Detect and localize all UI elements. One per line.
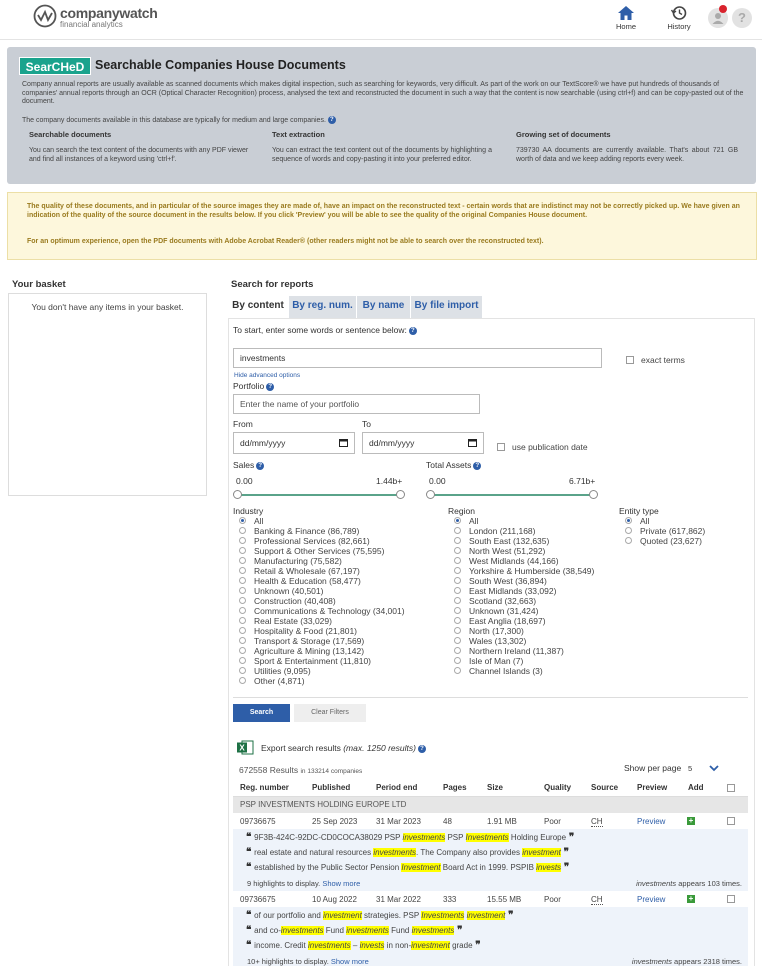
industry-option-label[interactable]: All — [254, 516, 264, 526]
industry-radio[interactable] — [239, 517, 246, 524]
entity-radio[interactable] — [625, 537, 632, 544]
col-period-end[interactable]: Period end — [376, 783, 418, 792]
to-date-input[interactable]: dd/mm/yyyy — [362, 432, 484, 454]
search-term: investments — [631, 957, 672, 966]
col-reg-number[interactable]: Reg. number — [240, 783, 289, 792]
highlighted-term: investment — [323, 911, 362, 920]
basket-panel — [8, 293, 207, 496]
pages-cell: 48 — [443, 817, 452, 826]
region-radio[interactable] — [454, 527, 461, 534]
region-label: Region — [448, 506, 475, 516]
show-more-link[interactable]: Show more — [330, 957, 369, 966]
per-page-select[interactable]: 5 — [688, 764, 693, 773]
snippet-text: Fund — [388, 926, 412, 935]
snippet-text: grade — [449, 941, 473, 950]
sales-min: 0.00 — [236, 476, 253, 486]
highlighted-term: Investment — [401, 863, 441, 872]
region-radio[interactable] — [454, 567, 461, 574]
feature-heading-growing: Growing set of documents — [516, 130, 611, 139]
excel-icon[interactable] — [237, 740, 254, 755]
home-icon — [617, 5, 635, 21]
snippet-text: and co- — [254, 926, 281, 935]
search-button[interactable]: Search — [233, 704, 290, 722]
assets-max: 6.71b+ — [569, 476, 596, 486]
industry-radio[interactable] — [239, 577, 246, 584]
source-link[interactable]: CH — [591, 817, 603, 826]
help-icon[interactable]: ? — [732, 8, 752, 28]
snippet-text: income. Credit — [254, 941, 308, 950]
entity-radio[interactable] — [625, 517, 632, 524]
region-option-label[interactable]: Northern Ireland (11,387) — [469, 646, 564, 656]
industry-option-label[interactable]: Communications & Technology (34,001) — [254, 606, 405, 616]
highlighted-term: invests — [536, 863, 562, 872]
assets-label: Total Assets ? — [426, 460, 481, 470]
preview-link[interactable]: Preview — [637, 895, 666, 904]
region-option-label[interactable]: South East (132,635) — [469, 536, 550, 546]
industry-radio[interactable] — [239, 557, 246, 564]
industry-radio[interactable] — [239, 587, 246, 594]
snippet-text: . The Company also provides — [416, 848, 523, 857]
show-more-link[interactable]: Show more — [322, 879, 361, 888]
col-add[interactable]: Add — [688, 783, 704, 792]
sales-label: Sales ? — [233, 460, 264, 470]
region-option-label[interactable]: East Midlands (33,092) — [469, 586, 557, 596]
col-pages[interactable]: Pages — [443, 783, 467, 792]
industry-radio[interactable] — [239, 647, 246, 654]
exact-terms-checkbox[interactable] — [626, 356, 634, 364]
assets-max-handle[interactable] — [589, 490, 598, 499]
region-radio[interactable] — [454, 537, 461, 544]
feature-text-searchable: You can search the text content of the documents with any PDF viewer and find all instances of a keyword using 'ctrl+f'. — [29, 147, 249, 163]
col-source[interactable]: Source — [591, 783, 619, 792]
industry-label: Industry — [233, 506, 264, 516]
highlighted-term: investment — [522, 848, 561, 857]
size-cell: 1.91 MB — [487, 817, 517, 826]
highlighted-term: investments — [411, 926, 455, 935]
highlights-text: 9 highlights to display. — [247, 879, 323, 888]
source-link[interactable]: CH — [591, 895, 603, 904]
appears-text: appears 2318 times. — [671, 957, 742, 966]
region-option-label[interactable]: East Anglia (18,697) — [469, 616, 546, 626]
info-icon[interactable]: ? — [328, 116, 336, 124]
region-radio[interactable] — [454, 627, 461, 634]
industry-radio[interactable] — [239, 677, 246, 684]
divider — [233, 697, 748, 698]
reg-number-cell: 09736675 — [240, 895, 276, 904]
nav-home-label: Home — [615, 22, 636, 31]
help-icon[interactable]: ? — [256, 462, 264, 470]
col-published[interactable]: Published — [312, 783, 351, 792]
industry-radio[interactable] — [239, 667, 246, 674]
results-count: 672558 Results in 133214 companies — [239, 765, 363, 775]
region-option-label[interactable]: Channel Islands (3) — [469, 666, 543, 676]
intro-title: Searchable Companies House Documents — [95, 58, 346, 72]
col-preview[interactable]: Preview — [637, 783, 668, 792]
search-title: Search for reports — [231, 279, 314, 290]
region-radio[interactable] — [454, 667, 461, 674]
top-header — [0, 0, 762, 40]
assets-min: 0.00 — [429, 476, 446, 486]
company-logo-icon[interactable] — [33, 4, 57, 28]
highlight-snippet: ❝ and co-investments Fund investments Fund investments ❞ — [246, 925, 463, 936]
sales-max: 1.44b+ — [376, 476, 403, 486]
highlight-snippet: ❝ 9F3B-424C-92DC-CD0COCA38029 PSP investments PSP Investments Holding Europe ❞ — [246, 832, 575, 843]
region-option-label[interactable]: London (211,168) — [469, 526, 536, 536]
col-quality[interactable]: Quality — [544, 783, 572, 792]
help-icon[interactable]: ? — [409, 327, 417, 335]
industry-option-label[interactable]: Utilities (9,095) — [254, 666, 311, 676]
nav-history[interactable] — [664, 5, 694, 31]
notice-acrobat-text: For an optimum experience, open the PDF documents with Adobe Acrobat Reader® (other readers might not be able to search over the reconstructed text). — [27, 238, 544, 245]
feature-heading-searchable: Searchable documents — [29, 130, 112, 139]
row-checkbox[interactable] — [727, 895, 735, 903]
snippet-text: strategies. PSP — [361, 911, 422, 920]
industry-radio[interactable] — [239, 537, 246, 544]
publication-date-checkbox[interactable] — [497, 443, 505, 451]
highlights-text: 10+ highlights to display. — [247, 957, 331, 966]
highlighted-term: investment — [466, 911, 506, 920]
add-plus-icon[interactable]: + — [688, 894, 694, 903]
portfolio-label: Portfolio ? — [233, 381, 274, 391]
highlighted-term: Investments — [465, 833, 509, 842]
region-option-label[interactable]: West Midlands (44,166) — [469, 556, 559, 566]
snippet-text: of our portfolio and — [254, 911, 324, 920]
industry-option-label[interactable]: Unknown (40,501) — [254, 586, 324, 596]
hide-advanced-link[interactable]: Hide advanced options — [234, 372, 301, 379]
entity-label: Entity type — [619, 506, 659, 516]
industry-radio[interactable] — [239, 567, 246, 574]
reg-number-cell: 09736675 — [240, 817, 276, 826]
industry-option-label[interactable]: Agriculture & Mining (13,142) — [254, 646, 365, 656]
region-radio[interactable] — [454, 617, 461, 624]
basket-title: Your basket — [12, 279, 66, 290]
snippet-text: real estate and natural resources — [254, 848, 374, 857]
logo-subtext: financial analytics — [60, 20, 123, 29]
region-option-label[interactable]: Isle of Man (7) — [469, 656, 524, 666]
tab-by-reg-num[interactable]: By reg. num. — [289, 296, 356, 318]
nav-history-label: History — [667, 22, 691, 31]
period-end-cell: 31 Mar 2022 — [376, 895, 421, 904]
feature-heading-extraction: Text extraction — [272, 130, 325, 139]
published-cell: 25 Sep 2023 — [312, 817, 358, 826]
region-option-label[interactable]: Scotland (32,663) — [469, 596, 537, 606]
snippet-text: – — [350, 941, 360, 950]
region-radio[interactable] — [454, 557, 461, 564]
size-cell: 15.55 MB — [487, 895, 522, 904]
region-radio[interactable] — [454, 597, 461, 604]
region-radio[interactable] — [454, 587, 461, 594]
assets-min-handle[interactable] — [426, 490, 435, 499]
quality-cell: Poor — [544, 895, 561, 904]
notice-text: The quality of these documents, and in particular of the source images they are made of, have an impact on the reconstructed text - certain words that are indistinct may not be correctly picked up. We have given an indication of the quality of the source document in the results below. If you click 'Preview' you will be able to see the quality of the original Companies House document. — [27, 203, 740, 219]
industry-radio[interactable] — [239, 657, 246, 664]
publication-date-label: use publication date — [512, 442, 588, 452]
sales-max-handle[interactable] — [396, 490, 405, 499]
region-radio[interactable] — [454, 577, 461, 584]
highlighted-term: investments — [307, 941, 351, 950]
region-option-label[interactable]: South West (36,894) — [469, 576, 547, 586]
from-label: From — [233, 419, 253, 429]
col-size[interactable]: Size — [487, 783, 504, 792]
calendar-icon — [339, 438, 348, 447]
search-hint: To start, enter some words or sentence below: ? — [233, 325, 417, 335]
highlighted-term: investments — [346, 926, 389, 935]
industry-option-label[interactable]: Transport & Storage (17,569) — [254, 636, 365, 646]
calendar-icon — [468, 438, 477, 447]
history-icon — [670, 5, 688, 21]
assets-slider[interactable] — [430, 494, 593, 496]
clear-filters-button[interactable]: Clear Filters — [294, 704, 366, 722]
entity-option-label[interactable]: All — [640, 516, 650, 526]
highlight-snippet: ❝ of our portfolio and investment strategies. PSP Investments investment ❞ — [246, 910, 514, 921]
industry-option-label[interactable]: Retail & Wholesale (67,197) — [254, 566, 360, 576]
industry-option-label[interactable]: Other (4,871) — [254, 676, 305, 686]
region-radio[interactable] — [454, 637, 461, 644]
snippet-text: in non- — [384, 941, 412, 950]
highlighted-term: Investments — [421, 911, 465, 920]
term-occurrences — [632, 957, 742, 966]
region-radio[interactable] — [454, 657, 461, 664]
snippet-text: PSP — [445, 833, 466, 842]
quality-cell: Poor — [544, 817, 561, 826]
per-page-label: Show per page — [624, 763, 682, 773]
region-radio[interactable] — [454, 547, 461, 554]
from-date-input[interactable]: dd/mm/yyyy — [233, 432, 355, 454]
highlighted-term: investments — [373, 848, 417, 857]
industry-option-label[interactable]: Manufacturing (75,582) — [254, 556, 342, 566]
highlighted-term: investments — [280, 926, 324, 935]
industry-option-label[interactable]: Sport & Entertainment (11,810) — [254, 656, 372, 666]
add-plus-icon[interactable]: + — [688, 816, 694, 825]
region-option-label[interactable]: Yorkshire & Humberside (38,549) — [469, 566, 595, 576]
published-cell: 10 Aug 2022 — [312, 895, 357, 904]
search-query-input[interactable]: investments — [233, 348, 602, 368]
region-option-label[interactable]: Unknown (31,424) — [469, 606, 539, 616]
help-icon[interactable]: ? — [418, 745, 426, 753]
feature-text-extraction: You can extract the text content out of the documents by highlighting a sequence of words and copy-pasting it into your preferred editor. — [272, 147, 492, 163]
highlight-snippet: ❝ established by the Public Sector Pension Investment Board Act in 1999. PSPIB invests ❞ — [246, 862, 570, 873]
snippet-text: 9F3B-424C-92DC-CD0COCA38029 PSP — [254, 833, 403, 842]
chevron-down-icon[interactable] — [709, 765, 719, 772]
industry-radio[interactable] — [239, 607, 246, 614]
sales-slider[interactable] — [237, 494, 400, 496]
svg-text:X: X — [239, 743, 245, 753]
logo-text: companywatch — [60, 5, 158, 21]
snippet-text: established by the Public Sector Pension — [254, 863, 402, 872]
tab-by-content[interactable]: By content — [228, 296, 288, 318]
snippet-text: Board Act in 1999. PSPIB — [440, 863, 537, 872]
highlights-count — [247, 879, 360, 888]
snippet-text: Holding Europe — [508, 833, 567, 842]
highlight-snippet: ❝ real estate and natural resources investments. The Company also provides investment ❞ — [246, 847, 570, 858]
notification-badge — [719, 5, 727, 13]
searched-badge: SearCHeD — [19, 57, 91, 75]
entity-option-label[interactable]: Private (617,862) — [640, 526, 706, 536]
nav-home[interactable] — [612, 5, 640, 31]
sales-min-handle[interactable] — [233, 490, 242, 499]
region-option-label[interactable]: Wales (13,302) — [469, 636, 527, 646]
period-end-cell: 31 Mar 2023 — [376, 817, 421, 826]
entity-option-label[interactable]: Quoted (23,627) — [640, 536, 702, 546]
region-radio[interactable] — [454, 517, 461, 524]
preview-link[interactable]: Preview — [637, 817, 666, 826]
region-option-label[interactable]: North (17,300) — [469, 626, 524, 636]
appears-text: appears 103 times. — [676, 879, 742, 888]
industry-radio[interactable] — [239, 627, 246, 634]
quality-notice — [7, 192, 757, 260]
industry-option-label[interactable]: Health & Education (58,477) — [254, 576, 361, 586]
entity-radio[interactable] — [625, 527, 632, 534]
tab-by-name[interactable]: By name — [357, 296, 410, 318]
industry-option-label[interactable]: Construction (40,408) — [254, 596, 336, 606]
intro-paragraph: Company annual reports are usually available as scanned documents which makes digital inspection, such as searching for keywords, very difficult. As part of the work on our TextScore® we have put hundreds of thousands of companies' annual reports through an OCR (Optical Character Recognition) process, analysed the text and reconstructed the document in such a way that the content is now searchable (using ctrl+f) and can be copy-pasted out of the document. — [22, 81, 744, 106]
region-radio[interactable] — [454, 647, 461, 654]
feature-text-growing: 739730 AA documents are currently available. That's about 721 GB worth of data and we keep adding reports every week. — [516, 147, 738, 163]
industry-radio[interactable] — [239, 547, 246, 554]
highlights-count — [247, 957, 369, 966]
industry-radio[interactable] — [239, 527, 246, 534]
industry-radio[interactable] — [239, 637, 246, 644]
industry-option-label[interactable]: Support & Other Services (75,595) — [254, 546, 385, 556]
term-occurrences — [636, 879, 742, 888]
region-option-label[interactable]: All — [469, 516, 479, 526]
company-name[interactable]: PSP INVESTMENTS HOLDING EUROPE LTD — [240, 800, 407, 809]
tab-by-file-import[interactable]: By file import — [411, 296, 482, 318]
exact-terms-label: exact terms — [641, 355, 685, 365]
industry-option-label[interactable]: Real Estate (33,029) — [254, 616, 332, 626]
help-icon[interactable]: ? — [266, 383, 274, 391]
intro-panel — [7, 47, 756, 184]
help-icon[interactable]: ? — [473, 462, 481, 470]
highlighted-term: investments — [402, 833, 446, 842]
industry-option-label[interactable]: Professional Services (82,661) — [254, 536, 370, 546]
export-link[interactable]: Export search results (max. 1250 results) ? — [261, 743, 426, 753]
region-radio[interactable] — [454, 607, 461, 614]
highlighted-term: investment — [411, 941, 450, 950]
basket-empty-message: You don't have any items in your basket. — [31, 302, 184, 312]
highlighted-term: invests — [359, 941, 385, 950]
row-checkbox[interactable] — [727, 817, 735, 825]
industry-option-label[interactable]: Hospitality & Food (21,801) — [254, 626, 357, 636]
to-label: To — [362, 419, 371, 429]
industry-radio[interactable] — [239, 617, 246, 624]
industry-option-label[interactable]: Banking & Finance (86,789) — [254, 526, 360, 536]
region-option-label[interactable]: North West (51,292) — [469, 546, 546, 556]
highlight-snippet: ❝ income. Credit investments – invests in non-investment grade ❞ — [246, 940, 481, 951]
industry-radio[interactable] — [239, 597, 246, 604]
intro-note: The company documents available in this database are typically for medium and large companies. ? — [22, 116, 336, 124]
snippet-text: Fund — [323, 926, 347, 935]
select-all-checkbox[interactable] — [727, 784, 735, 792]
pages-cell: 333 — [443, 895, 457, 904]
search-term: investments — [636, 879, 677, 888]
portfolio-input[interactable]: Enter the name of your portfolio — [233, 394, 480, 414]
